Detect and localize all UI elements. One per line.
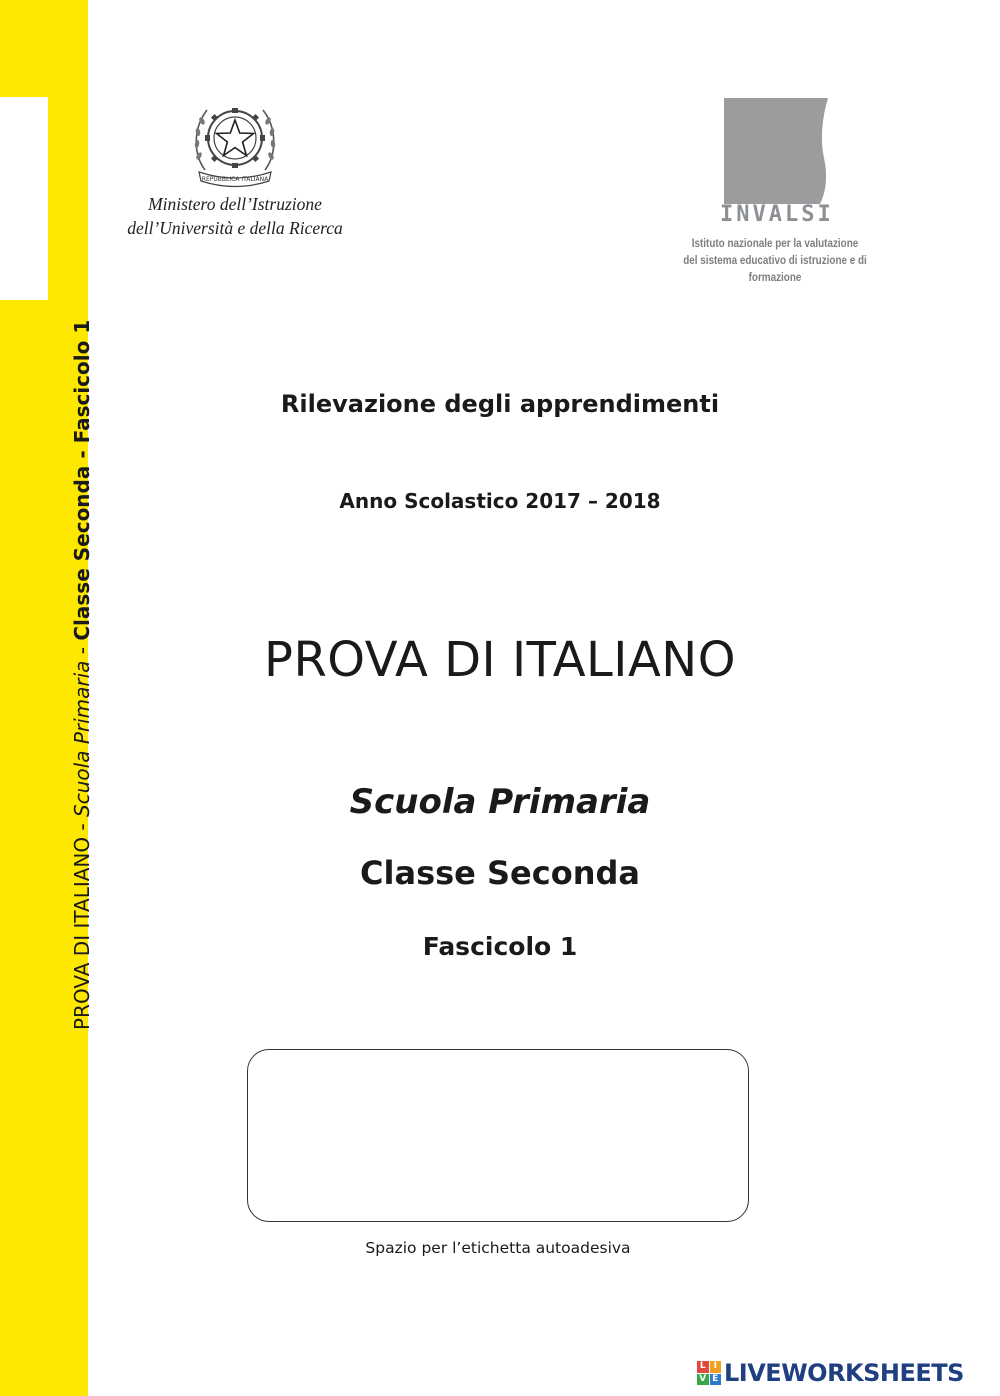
liveworksheets-text: LIVEWORKSHEETS: [724, 1359, 964, 1387]
logo-letter-v: V: [697, 1374, 709, 1386]
ministry-name-line-1: Ministero dell’Istruzione: [148, 194, 322, 214]
liveworksheets-logo-icon: [697, 1361, 721, 1385]
school-level: Scuola Primaria: [349, 782, 651, 822]
booklet-number: Fascicolo 1: [422, 932, 578, 961]
invalsi-subtitle-line-1: Istituto nazionale per la valutazione: [691, 238, 859, 250]
side-band-title-separator: -: [70, 640, 94, 661]
survey-title: Rilevazione degli apprendimenti: [280, 390, 720, 418]
italian-republic-emblem-icon: [185, 92, 285, 192]
logo-letter-i: I: [710, 1361, 722, 1373]
logo-letter-l: L: [697, 1361, 709, 1373]
invalsi-name: INVALSI: [720, 202, 834, 227]
ministry-logo: [100, 92, 370, 240]
side-band-title-subject: PROVA DI ITALIANO -: [70, 816, 94, 1030]
sticker-label-area: [247, 1049, 749, 1222]
side-band-title-class: Classe Seconda - Fascicolo 1: [70, 319, 94, 641]
class-level: Classe Seconda: [360, 854, 640, 892]
school-year: Anno Scolastico 2017 – 2018: [339, 489, 661, 513]
invalsi-subtitle-line-2: del sistema educativo di istruzione e di formazione: [683, 255, 867, 284]
test-title: PROVA DI ITALIANO: [264, 632, 736, 688]
liveworksheets-watermark: [697, 1358, 964, 1388]
sticker-label-caption: Spazio per l’etichetta autoadesiva: [365, 1239, 631, 1257]
side-band-title: [70, 320, 94, 1030]
side-band-title-school: Scuola Primaria: [70, 660, 94, 817]
emblem-ribbon-text: REPUBBLICA ITALIANA: [201, 176, 269, 183]
logo-letter-e: E: [710, 1374, 722, 1386]
side-band-notch: [0, 97, 48, 300]
invalsi-subtitle: [659, 236, 891, 287]
ministry-name-line-2: dell’Università e della Ricerca: [127, 218, 343, 238]
invalsi-flag-icon: [722, 96, 832, 206]
